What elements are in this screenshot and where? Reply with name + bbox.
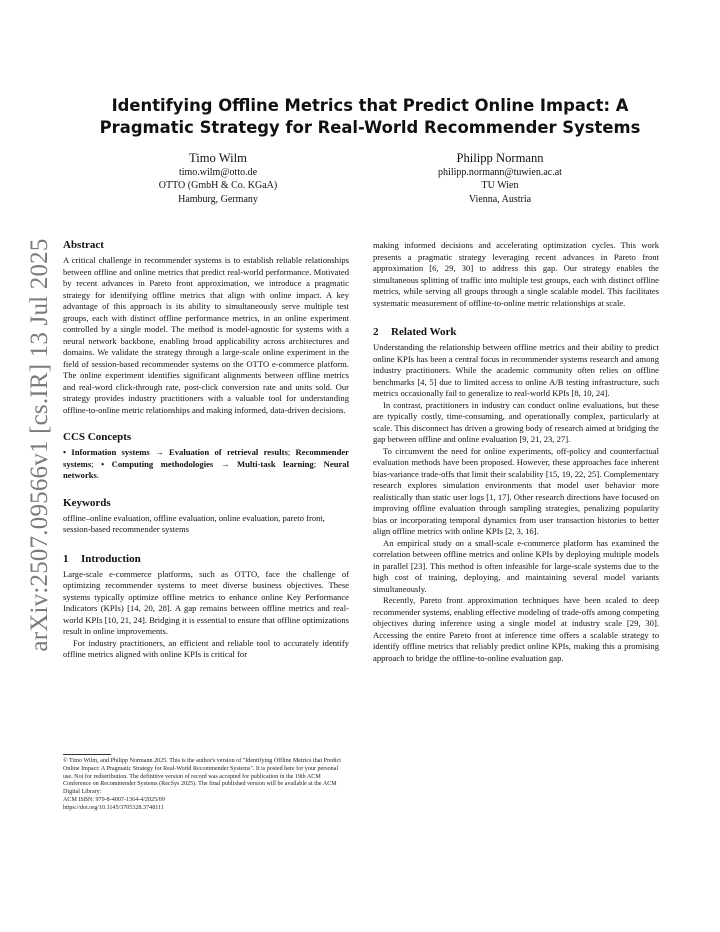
- related-paragraph-1: Understanding the relationship between offline metrics and their ability to predict online KPIs has been a central focus in recommender systems research and among industry practitioners. While the academic community often relies on offline benchmarks [4, 5] due to limited access to online A/B testing infrastructure, such metrics occasionally fail to generalize to real-world KPIs [8, 10, 24].: [373, 342, 659, 398]
- right-column: [373, 240, 659, 664]
- author-email: philipp.normann@tuwien.ac.at: [438, 167, 562, 178]
- author-block-2: [400, 151, 600, 206]
- left-column: [63, 238, 349, 661]
- author-name: Timo Wilm: [189, 151, 247, 165]
- author-block-1: [118, 151, 318, 206]
- section-number: 2: [373, 326, 379, 338]
- author-location: Hamburg, Germany: [178, 193, 258, 205]
- section-title: Introduction: [81, 552, 141, 565]
- related-paragraph-5: Recently, Pareto front approximation techniques have been scaled to deep recommender systems, enabling effective modeling of trade-offs among competing objectives during inference using a single model at industry scale [29, 30]. Accessing the entire Pareto front at inference time offers a scalable strategy to identify offline metrics that reliably predict online KPIs, making this a promising approach to bridge the offline-to-online evaluation gap.: [373, 595, 659, 663]
- intro-paragraph-1: Large-scale e-commerce platforms, such as OTTO, face the challenge of optimizing recommender systems to meet diverse business objectives. These systems typically optimize offline metrics to enhance online Key Performance Indicators (KPIs) [14, 20, 28]. A gap remains between offline metrics and real-world KPIs [10, 21, 24]. Bridging it is essential to ensure that offline optimizations result in online improvements.: [63, 568, 349, 636]
- ccs-sep: ;: [313, 458, 324, 469]
- ccs-term: • Computing methodologies → Multi-task learning: [101, 458, 314, 469]
- ccs-term: Recommender systems: [63, 447, 349, 469]
- arxiv-stamp: [26, 210, 54, 680]
- ccs-concepts: [63, 447, 349, 482]
- intro-paragraph-2: For industry practitioners, an efficient and reliable tool to accurately identify offline metrics aligned with online KPIs is critical for: [63, 637, 349, 659]
- section-number: 1: [63, 552, 69, 565]
- footnote-text: © Timo Wilm, and Philipp Normann 2025. This is the author's version of "Identifying Offline Metrics that Predict Online Impact: A Pragmatic Strategy for Real-World Recommender Systems". It is posted here for your personal use. Not for redistribution. The definitive version of record was accepted for publication in the 19th ACM Conference on Recommender Systems (RecSys 2025). The final published version will be available at the ACM Digital Library:: [63, 758, 341, 796]
- keywords-heading: Keywords: [63, 496, 111, 509]
- footnote-rule: [63, 754, 111, 755]
- keywords-text: offline–online evaluation, offline evaluation, online evaluation, pareto front, session-based recommender systems: [63, 512, 325, 534]
- related-paragraph-4: An empirical study on a small-scale e-commerce platform has examined the correlation between offline metrics and online KPIs by deploying multiple models in parallel [23]. This method is often infeasible for large-scale systems due to the high cost of training, deploying, and maintaining several model variants simultaneously.: [373, 537, 659, 594]
- author-email: timo.wilm@otto.de: [178, 167, 258, 178]
- ccs-heading: CCS Concepts: [63, 431, 132, 443]
- intro-paragraph-3: making informed decisions and accelerating optimization cycles. This work presents a pragmatic strategy leveraging recent advances in Pareto front approximation [6, 29, 30] to address this gap. Our strategy enables the simultaneous splitting of traffic into multiple test groups, each with distinct offline metrics, while serving all groups through a single scalable model. This facilitates systematic measurement of offline-to-online metric relationships at scale.: [373, 240, 659, 308]
- intro-heading: [63, 552, 349, 566]
- arxiv-stamp-text: arXiv:2507.09566v1 [cs.IR] 13 Jul 2025: [26, 238, 53, 652]
- paper-title: Identifying Offline Metrics that Predict Online Impact: A Pragmatic Strategy for Real-World Recommender Systems: [99, 96, 641, 137]
- related-heading: [373, 325, 659, 339]
- copyright-footnote: [63, 758, 349, 813]
- author-name: Philipp Normann: [456, 151, 544, 165]
- abstract-heading: Abstract: [63, 239, 104, 251]
- ccs-sep: ;: [287, 447, 296, 457]
- section-title: Related Work: [391, 326, 457, 338]
- author-location: Vienna, Austria: [468, 193, 532, 205]
- footnote-isbn: ACM ISBN: 979-8-4007-1364-4/2025/09: [63, 796, 165, 803]
- ccs-sep: .: [96, 470, 100, 480]
- author-affiliation: OTTO (GmbH & Co. KGaA): [158, 180, 278, 192]
- abstract-text: A critical challenge in recommender systems is to establish reliable relationships between offline and online metrics that predict real-world performance. Motivated by recent advances in Pareto front approximation, we introduce a pragmatic strategy for identifying offline metrics that align with online impact. A key advantage of this approach is its ability to simultaneously serve multiple test groups, each with distinct offline performance metrics, in an online experiment controlled by a single model. The method is model-agnostic for systems with a neural network backbone, enabling broad applicability across architectures and domains. We validate the strategy through a large-scale online experiment in the field of session-based recommender systems on the OTTO e-commerce platform. The online experiment identifies significant alignments between offline metrics and real-word click-through rate, post-click conversion rate and units sold. Our strategy provides industry practitioners with a valuable tool for understanding offline-to-online metric relationships and making informed, data-driven decisions.: [63, 255, 349, 415]
- ccs-sep: ;: [91, 458, 102, 469]
- related-paragraph-2: In contrast, practitioners in industry can conduct online evaluations, but these are typically costly, time-consuming, and operationally complex, particularly at scale. This disconnect has driven a growing body of research aimed at bridging the gap between offline and online evaluation [9, 21, 23, 27].: [373, 399, 659, 444]
- ccs-term: Neural networks: [63, 458, 349, 480]
- author-affiliation: TU Wien: [481, 180, 519, 192]
- footnote-doi: https://doi.org/10.1145/3705328.3748111: [63, 804, 164, 811]
- related-paragraph-3: To circumvent the need for online experiments, off-policy and counterfactual evaluation methods have been proposed. However, these approaches face inherent bias-variance trade-offs that limit their scalability [15, 19, 22, 25]. Complementary research explores simulation environments that model user behavior more realistically than static user logs [1, 17]. Other research directions have focused on improving offline evaluation through sampling strategies, penalizing popularity bias or incorporating temporal dynamics from user transaction histories to better align offline metrics with online KPIs [2, 3, 16].: [373, 445, 659, 536]
- ccs-term: • Information systems → Evaluation of retrieval results: [63, 447, 288, 457]
